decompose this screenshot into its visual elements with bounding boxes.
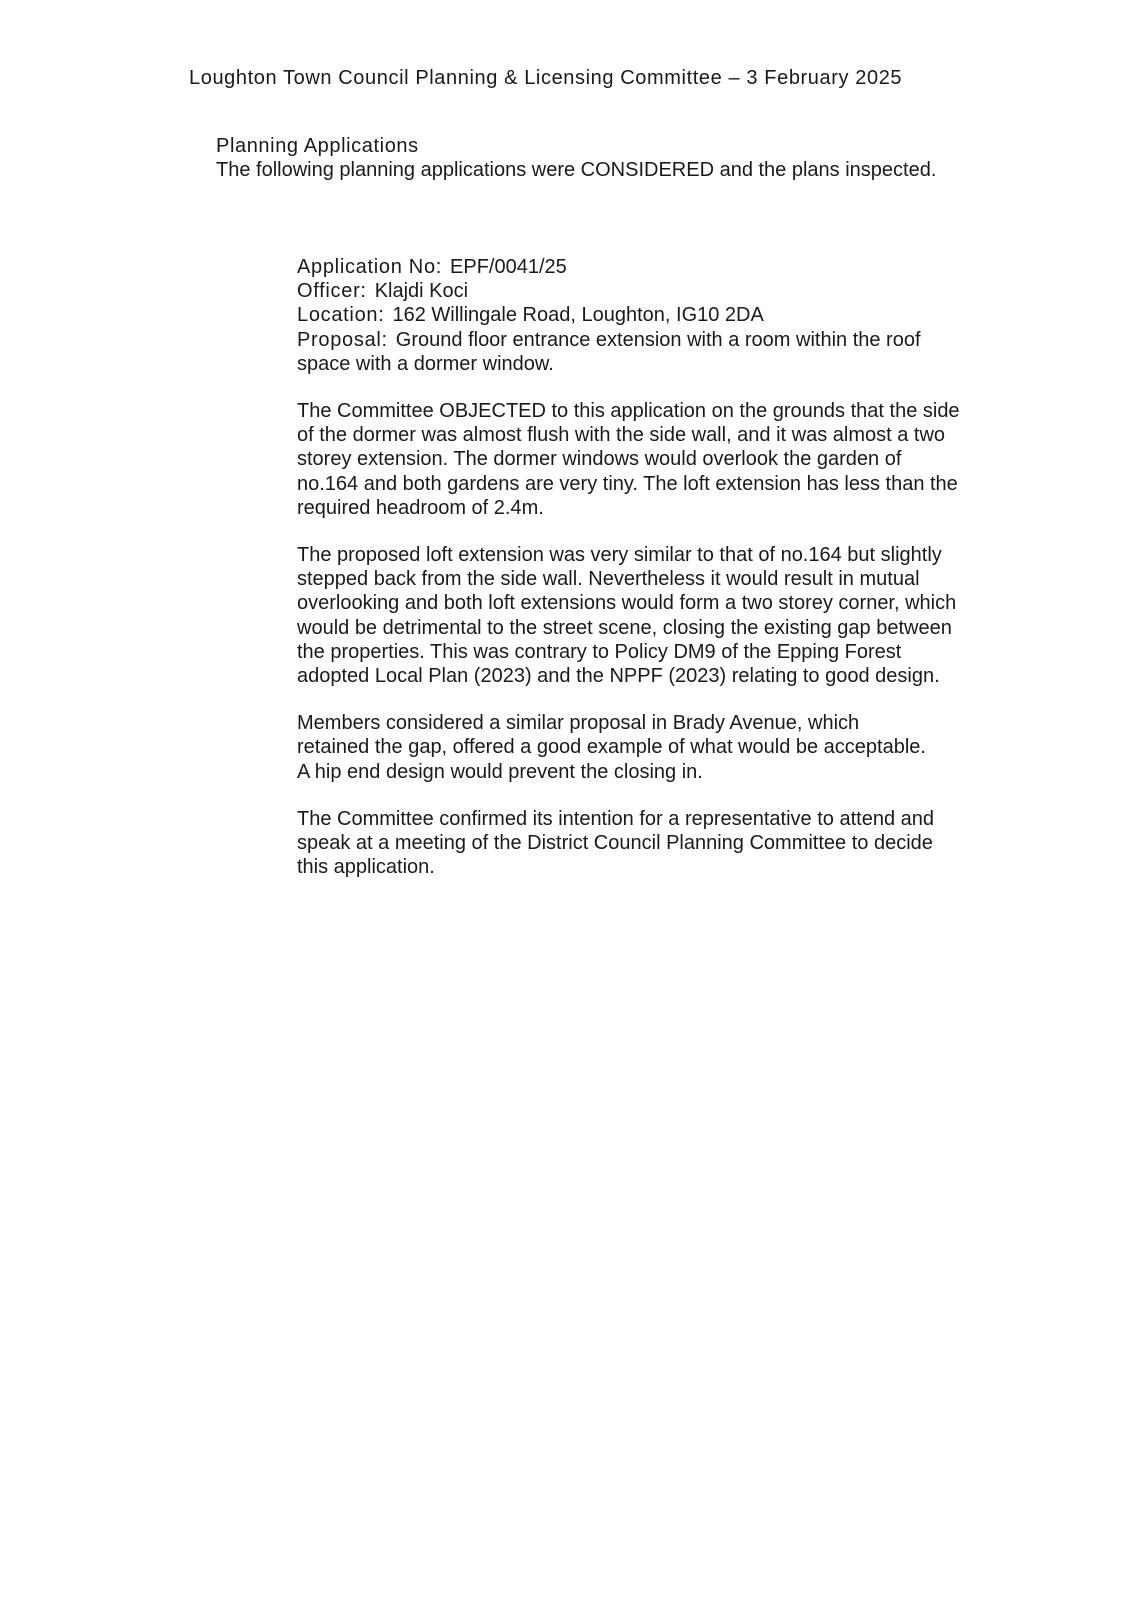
paragraph-line: retained the gap, offered a good example of what would be acceptable. — [297, 736, 926, 759]
location-row — [297, 303, 1017, 327]
proposal-row — [297, 328, 1017, 352]
paragraph-line: no.164 and both gardens are very tiny. The loft extension has less than the — [297, 472, 958, 495]
page-header: Loughton Town Council Planning & Licensing Committee – 3 February 2025 — [189, 67, 903, 89]
members-paragraph — [297, 711, 1017, 784]
application-block — [297, 255, 1017, 879]
committee-intention-paragraph — [297, 807, 1017, 880]
officer-row — [297, 279, 1017, 303]
paragraph-line: speak at a meeting of the District Council Planning Committee to decide — [297, 832, 933, 855]
location-value: 162 Willingale Road, Loughton, IG10 2DA — [392, 304, 764, 327]
loft-extension-paragraph — [297, 543, 1017, 688]
paragraph-line: stepped back from the side wall. Nevertheless it would result in mutual — [297, 568, 920, 591]
application-number-label: Application No: — [297, 256, 443, 278]
paragraph-line: this application. — [297, 856, 435, 879]
paragraph-line: the properties. This was contrary to Policy DM9 of the Epping Forest — [297, 640, 902, 663]
location-label: Location: — [297, 304, 385, 327]
objection-paragraph — [297, 399, 1017, 520]
proposal-label: Proposal: — [297, 328, 388, 351]
section-heading: Planning Applications — [216, 135, 419, 157]
paragraph-line: adopted Local Plan (2023) and the NPPF (2023) relating to good design. — [297, 665, 940, 688]
paragraph-line: Members considered a similar proposal in Brady Avenue, which — [297, 712, 860, 735]
paragraph-line: overlooking and both loft extensions would form a two storey corner, which — [297, 592, 957, 615]
paragraph-line: storey extension. The dormer windows would overlook the garden of — [297, 448, 902, 471]
application-number-row — [297, 255, 1017, 279]
paragraph-line: A hip end design would prevent the closing in. — [297, 760, 703, 783]
officer-value: Klajdi Koci — [374, 280, 469, 303]
proposal-value-line-1: Ground floor entrance extension with a room within the roof — [395, 328, 921, 351]
paragraph-line: of the dormer was almost flush with the side wall, and it was almost a two — [297, 424, 946, 447]
paragraph-line: The proposed loft extension was very similar to that of no.164 but slightly — [297, 544, 942, 567]
paragraph-line: The Committee confirmed its intention for a representative to attend and — [297, 807, 935, 830]
application-number-value: EPF/0041/25 — [450, 256, 567, 278]
officer-label: Officer: — [297, 280, 367, 303]
paragraph-line: required headroom of 2.4m. — [297, 496, 544, 519]
paragraph-line: would be detrimental to the street scene, closing the existing gap between — [297, 616, 952, 639]
paragraph-line: The Committee OBJECTED to this application on the grounds that the side — [297, 400, 960, 423]
proposal-value-line-2: space with a dormer window. — [297, 352, 554, 375]
section-intro: The following planning applications were CONSIDERED and the plans inspected. — [216, 159, 937, 181]
proposal-row-continued — [297, 352, 1017, 376]
